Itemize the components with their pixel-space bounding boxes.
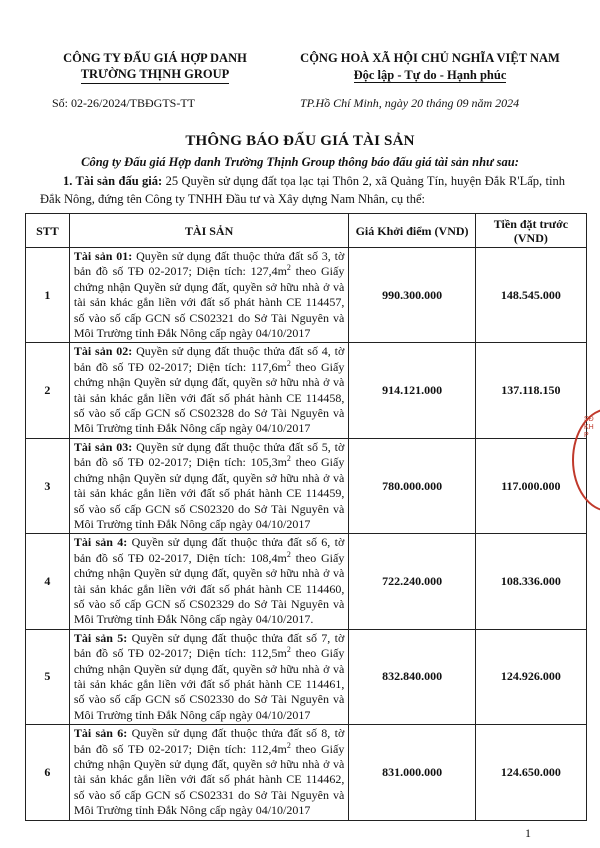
seal-text: SĐKHP bbox=[584, 416, 594, 439]
asset-text: Quyền sử dụng đất thuộc thửa đất số 3, tờ bản đồ số TĐ 02-2017; Diện tích: 127,4m bbox=[73, 249, 345, 279]
row-stt: 1 bbox=[26, 248, 70, 343]
national-header bbox=[280, 50, 580, 84]
row-asset-description bbox=[69, 343, 348, 438]
asset-label: Tài sản 03: bbox=[73, 439, 133, 454]
document-date: TP.Hồ Chí Minh, ngày 20 tháng 09 năm 2024 bbox=[300, 96, 520, 110]
row-asset-description bbox=[69, 248, 348, 343]
asset-text: Quyền sử dụng đất thuộc thửa đất số 6, tờ bản đồ số TĐ 02-2017, Diện tích: 108,4m bbox=[73, 535, 345, 565]
document-subtitle: Công ty Đấu giá Hợp danh Trường Thịnh Group thông báo đấu giá tài sản như sau: bbox=[81, 155, 519, 169]
row-deposit: 124.926.000 bbox=[475, 629, 586, 724]
intro-label: 1. Tài sản đấu giá: bbox=[63, 174, 163, 188]
asset-label: Tài sản 4: bbox=[73, 535, 128, 550]
nation-title: CỘNG HOÀ XÃ HỘI CHỦ NGHĨA VIỆT NAM bbox=[300, 51, 560, 65]
area-unit-superscript: 2 bbox=[286, 358, 291, 368]
row-deposit: 148.545.000 bbox=[475, 248, 586, 343]
area-unit-superscript: 2 bbox=[286, 263, 291, 273]
row-stt: 6 bbox=[26, 725, 70, 820]
row-asset-description bbox=[69, 438, 348, 533]
asset-table bbox=[25, 213, 587, 821]
asset-label: Tài sản 5: bbox=[73, 630, 128, 645]
row-stt: 4 bbox=[26, 534, 70, 629]
asset-text-cont: theo Giấy chứng nhận Quyền sử dụng đất, quyền sở hữu nhà ở và tài sản khác gắn liền với đất số phát hành CE 114462, số vào số cấp GCN số CS02331 do Sở Tài Nguyên và Môi Trường tỉnh Đắk Nông cấp ngày 04/10/2017 bbox=[73, 741, 345, 818]
asset-text-cont: theo Giấy chứng nhận Quyền sử dụng đất, quyền sở hữu nhà ở và tài sản khác gắn liền với đất số phát hành CE 114461, số vào số cấp GCN số CS02330 do Sở Tài Nguyên và Môi Trường tỉnh Đắk Nông cấp ngày 04/10/2017 bbox=[73, 646, 345, 722]
table-header-row bbox=[26, 214, 587, 248]
row-asset-description bbox=[69, 629, 348, 724]
column-header-asset: TÀI SẢN bbox=[69, 214, 348, 248]
asset-text-cont: theo Giấy chứng nhận Quyền sử dụng đất, quyền sở hữu nhà ở và tài sản khác gắn liền với đất số phát hành CE 114459, số vào số cấp GCN số CS02320 do Sở Tài Nguyên và Môi Trường tỉnh Đắk Nông cấp ngày 04/10/2017 bbox=[73, 455, 345, 531]
table-row bbox=[26, 629, 587, 724]
table-row bbox=[26, 725, 587, 820]
area-unit-superscript: 2 bbox=[286, 645, 291, 655]
asset-text: Quyền sử dụng đất thuộc thửa đất số 8, tờ bản đồ số TĐ 02-2017; Diện tích: 112,4m bbox=[73, 726, 345, 756]
row-asset-description bbox=[69, 725, 348, 820]
asset-label: Tài sản 01: bbox=[73, 249, 133, 263]
row-asset-description bbox=[69, 534, 348, 629]
row-stt: 5 bbox=[26, 629, 70, 724]
asset-text: Quyền sử dụng đất thuộc thửa đất số 7, tờ bản đồ số TĐ 02-2017; Diện tích: 112,5m bbox=[73, 630, 345, 661]
row-start-price: 780.000.000 bbox=[349, 438, 475, 533]
row-stt: 2 bbox=[26, 343, 70, 438]
row-deposit: 108.336.000 bbox=[475, 534, 586, 629]
area-unit-superscript: 2 bbox=[286, 549, 291, 559]
row-start-price: 832.840.000 bbox=[349, 629, 475, 724]
company-header bbox=[40, 50, 270, 84]
company-name-line1: CÔNG TY ĐẤU GIÁ HỢP DANH bbox=[63, 51, 247, 65]
column-header-stt: STT bbox=[26, 214, 70, 248]
national-motto: Độc lập - Tự do - Hạnh phúc bbox=[353, 68, 507, 82]
column-header-start-price: Giá Khởi điểm (VND) bbox=[349, 214, 475, 248]
row-start-price: 914.121.000 bbox=[349, 343, 475, 438]
company-name-line2: TRƯỜNG THỊNH GROUP bbox=[81, 66, 230, 84]
area-unit-superscript: 2 bbox=[286, 454, 291, 464]
table-row bbox=[26, 248, 587, 343]
asset-text: Quyền sử dụng đất thuộc thửa đất số 4, tờ bản đồ số TĐ 02-2017; Diện tích: 117,6m bbox=[73, 344, 345, 374]
document-number: Số: 02-26/2024/TBĐGTS-TT bbox=[52, 96, 195, 110]
page-number: 1 bbox=[525, 826, 531, 840]
intro-text: 25 Quyền sử dụng đất tọa lạc tại Thôn 2, xã Quảng Tín, huyện Đắk R'Lấp, tỉnh Đắk Nông, đứng tên Công ty TNHH Đầu tư và Xây dựng Nam Nhân, cụ thể: bbox=[40, 174, 565, 206]
row-start-price: 831.000.000 bbox=[349, 725, 475, 820]
column-header-deposit: Tiền đặt trước (VND) bbox=[475, 214, 586, 248]
asset-label: Tài sản 02: bbox=[73, 344, 133, 359]
table-row bbox=[26, 343, 587, 438]
row-stt: 3 bbox=[26, 438, 70, 533]
row-deposit: 137.118.150 bbox=[475, 343, 586, 438]
row-deposit: 124.650.000 bbox=[475, 725, 586, 820]
row-start-price: 990.300.000 bbox=[349, 248, 475, 343]
area-unit-superscript: 2 bbox=[286, 740, 291, 750]
table-row bbox=[26, 438, 587, 533]
asset-text-cont: theo Giấy chứng nhận Quyền sử dụng đất, quyền sở hữu nhà ở và tài sản khác gắn liền với đất số phát hành CE 114458, số vào số cấp GCN số CS02328 do Sở Tài Nguyên và Môi Trường tỉnh Đắk Nông cấp ngày 04/10/2017 bbox=[73, 359, 345, 436]
asset-text-cont: theo Giấy chứng nhận Quyền sử dụng đất, quyền sở hữu nhà ở và tài sản khác gắn liền với đất số phát hành CE 114460, số vào số cấp GCN số CS02329 do Sở Tài Nguyên và Môi Trường tỉnh Đắk Nông cấp ngày 04/10/2017. bbox=[73, 550, 345, 627]
asset-text: Quyền sử dụng đất thuộc thửa đất số 5, tờ bản đồ số TĐ 02-2017; Diện tích: 105,3m bbox=[73, 439, 345, 470]
intro-paragraph bbox=[40, 172, 565, 208]
asset-text-cont: theo Giấy chứng nhận Quyền sử dụng đất, quyền sở hữu nhà ở và tài sản khác gắn liền với đất số phát hành CE 114457, số vào số cấp GCN số CS02321 do Sở Tài Nguyên và Môi Trường tỉnh Đắk Nông cấp ngày 04/10/2017 bbox=[73, 264, 345, 341]
row-start-price: 722.240.000 bbox=[349, 534, 475, 629]
row-deposit: 117.000.000 bbox=[475, 438, 586, 533]
document-title: THÔNG BÁO ĐẤU GIÁ TÀI SẢN bbox=[185, 133, 415, 149]
asset-label: Tài sản 6: bbox=[73, 726, 128, 741]
table-row bbox=[26, 534, 587, 629]
